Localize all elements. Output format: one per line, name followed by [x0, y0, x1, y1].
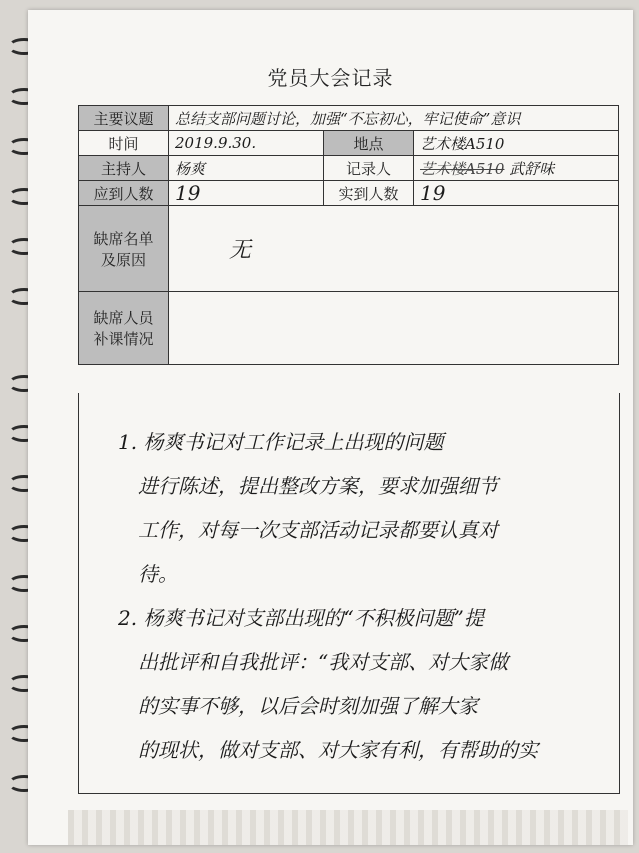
makeup-value	[169, 292, 619, 365]
topic-value: 总结支部问题讨论，加强“不忘初心，牢记使命”意识	[169, 106, 619, 131]
minutes-line: 待。	[138, 562, 178, 586]
footer-decoration	[68, 810, 628, 845]
row-count	[79, 181, 619, 206]
expected-value: 19	[169, 181, 324, 206]
row-topic	[79, 106, 619, 131]
makeup-label-line2: 补课情况	[93, 330, 154, 348]
place-value: 艺术楼A510	[414, 131, 619, 156]
row-time	[79, 131, 619, 156]
actual-label: 实到人数	[324, 181, 414, 206]
absent-label-line2: 及原因	[100, 250, 146, 269]
row-absent	[79, 206, 619, 292]
minutes-line: 1. 杨爽书记对工作记录上出现的问题	[118, 430, 444, 454]
recorder-cell	[414, 156, 619, 181]
makeup-label	[79, 292, 169, 365]
page-title: 党员大会记录	[267, 66, 394, 90]
recorder-struck: 艺术楼A510	[420, 159, 505, 178]
host-label: 主持人	[79, 156, 169, 181]
makeup-label-line1: 缺席人员	[93, 309, 154, 327]
absent-label	[79, 206, 169, 292]
minutes-line: 出批评和自我批评：“我对支部、对大家做	[138, 650, 509, 674]
actual-value: 19	[414, 181, 619, 206]
topic-label: 主要议题	[79, 106, 169, 131]
time-label: 时间	[79, 131, 169, 156]
recorder-label: 记录人	[324, 156, 414, 181]
minutes-line: 的现状，做对支部、对大家有利，有帮助的实	[138, 738, 538, 762]
absent-label-line1: 缺席名单	[93, 229, 154, 248]
notebook-page	[28, 10, 633, 845]
minutes-line: 的实事不够，以后会时刻加强了解大家	[138, 694, 478, 718]
minutes-line: 2. 杨爽书记对支部出现的“不积极问题”提	[118, 606, 484, 630]
minutes-text	[118, 420, 628, 772]
host-value: 杨爽	[169, 156, 324, 181]
place-label: 地点	[324, 131, 414, 156]
absent-value: 无	[169, 206, 619, 292]
minutes-line: 工作，对每一次支部活动记录都要认真对	[138, 518, 498, 542]
row-makeup	[79, 292, 619, 365]
minutes-line: 进行陈述，提出整改方案，要求加强细节	[138, 474, 498, 498]
meeting-form	[78, 105, 619, 365]
row-host	[79, 156, 619, 181]
recorder-value: 武舒味	[509, 159, 555, 178]
time-value: 2019.9.30.	[169, 131, 324, 156]
expected-label: 应到人数	[79, 181, 169, 206]
